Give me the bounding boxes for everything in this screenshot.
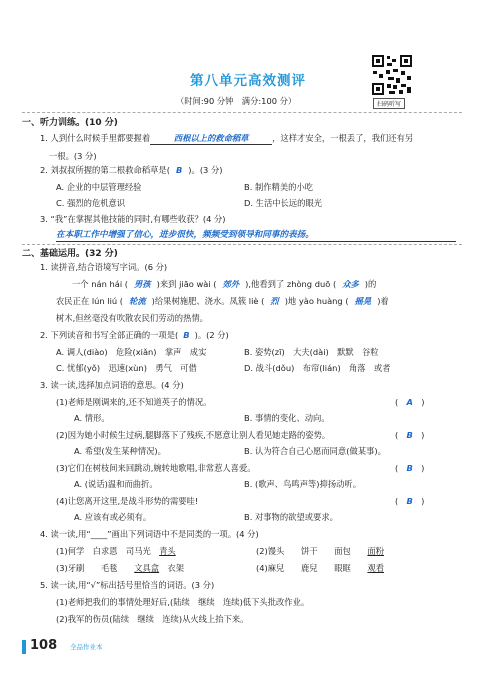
section-heading-basics: 二、基础运用。(32 分) bbox=[22, 249, 118, 259]
option-d: D. 生活中长远的眼光 bbox=[244, 198, 323, 208]
divider bbox=[22, 244, 462, 245]
word-group-4: (4)麻兒 鹿兒 眼眶 观看 bbox=[256, 563, 385, 573]
sub-question: (2)我军的伤员(陆续 继续 连续)从火线上抬下来。 bbox=[56, 614, 249, 624]
question-2-4: 4. 读一读,用“____”画出下列词语中不是同类的一项。(4 分) bbox=[40, 529, 259, 539]
sub-question: (3)它们在树枝间来回跳动,婉转地歌唱,非常惹人喜爱。 bbox=[56, 463, 256, 473]
sub-question: (1)老师是刚调来的,还不知道英子的情况。 bbox=[56, 397, 212, 407]
word-group-1: (1)何学 白求恩 司马光 青头 bbox=[56, 546, 176, 556]
question-2-2: 2. 下列读音和书写全部正确的一项是( B )。(2 分) bbox=[40, 330, 229, 340]
qr-code-icon[interactable] bbox=[371, 54, 413, 96]
option-c: C. 强烈的危机意识 bbox=[56, 198, 126, 208]
option-a: A. 企业的中层管理经验 bbox=[56, 182, 142, 192]
question-2-3: 3. 读一读,选择加点词语的意思。(4 分) bbox=[40, 380, 184, 390]
page-title: 第八单元高效测评 bbox=[190, 73, 306, 89]
answer-bracket: ( B ) bbox=[395, 463, 425, 473]
option-b: B. 事情的变化、动向。 bbox=[244, 413, 330, 423]
question-2-1: 1. 读拼音,结合语境写字词。(6 分) bbox=[40, 262, 168, 272]
option-a: A. 希望(发生某种情况)。 bbox=[74, 446, 166, 456]
question-2-5: 5. 读一读,用“√”标出括号里恰当的词语。(3 分) bbox=[40, 580, 215, 590]
question-3: 3. “我”在掌握其他技能的同时,有哪些收获？(4 分) bbox=[40, 214, 226, 224]
word-group-2: (2)馒头 饼干 面包 面粉 bbox=[256, 546, 385, 556]
exam-meta: （时间:90 分钟 满分:100 分） bbox=[176, 96, 297, 106]
pinyin-line-1: 一个 nán hái ( 男孩 )来到 jiāo wài ( 郊外 ),他看到了 zhòng duō ( 众多 )的 bbox=[72, 279, 377, 289]
word-group-3: (3)牙刷 毛毯 文具盒 衣架 bbox=[56, 563, 185, 573]
option-a: A. 情形。 bbox=[74, 413, 110, 423]
answer-bracket: ( B ) bbox=[395, 496, 425, 506]
option-b: B. (歌声、鸟鸣声等)抑扬动听。 bbox=[244, 479, 362, 489]
divider bbox=[22, 112, 462, 113]
question-2: 2. 刘叔叔所握的第二根救命稻草是( B )。(3 分) bbox=[40, 165, 223, 175]
answer-bracket: ( A ) bbox=[395, 397, 425, 407]
option-d: D. 战斗(dǒu) 布帘(lián) 角落 或者 bbox=[244, 363, 391, 373]
page-number-bar bbox=[22, 640, 26, 654]
qr-label: 扫码听写 bbox=[373, 98, 405, 109]
sub-question: (2)因为她小时候生过病,腿脚落下了残疾,不愿意让别人看见她走路的姿势。 bbox=[56, 430, 331, 440]
sub-question: (1)老师把我们的事情处理好后,(陆续 继续 连续)低下头批改作业。 bbox=[56, 597, 310, 607]
question-1-cont: 一根。(3 分) bbox=[49, 151, 97, 161]
section-heading-listening: 一、听力训练。(10 分) bbox=[22, 118, 118, 128]
sub-question: (4)让您离开这里,是战斗形势的需要哇! bbox=[56, 496, 199, 506]
option-a: A. (说话)温和而曲折。 bbox=[74, 479, 158, 489]
option-b: B. 姿势(zī) 大夫(dài) 默默 谷粒 bbox=[244, 347, 379, 357]
option-b: B. 对事物的欲望或要求。 bbox=[244, 512, 338, 522]
option-c: C. 忧郁(yǒ) 迅速(xùn) 勇气 可借 bbox=[56, 363, 197, 373]
footer-subtitle: 全品作业本 bbox=[70, 643, 103, 651]
pinyin-line-3: 树木,但丝毫没有吹散农民们劳动的热情。 bbox=[56, 313, 208, 323]
pinyin-line-2: 农民正在 lún liú ( 轮流 )给果树施肥、浇水。凤簇 liè ( 烈 )地 yào huàng ( 摇晃 )着 bbox=[56, 296, 389, 306]
option-a: A. 应该有或必须有。 bbox=[74, 512, 152, 522]
option-b: B. 认为符合自己心愿而同意(做某事)。 bbox=[244, 446, 386, 456]
answer-handwritten: 西根以上的救命稻草 bbox=[150, 133, 272, 145]
question-1: 1. 人到什么时候手里都要握着 西根以上的救命稻草 ，这样才安全，一根丢了，我们还有另 bbox=[40, 133, 414, 143]
option-b: B. 制作精美的小吃 bbox=[244, 182, 314, 192]
page-number: 108 bbox=[30, 638, 58, 653]
option-a: A. 调人(diào) 危险(xiǎn) 掌声 成实 bbox=[56, 347, 207, 357]
answer-handwritten: B bbox=[175, 165, 183, 175]
answer-bracket: ( B ) bbox=[395, 430, 425, 440]
answer-handwritten: 在本职工作中增强了信心，进步很快，频频受到领导和同事的表扬。 bbox=[56, 230, 456, 242]
